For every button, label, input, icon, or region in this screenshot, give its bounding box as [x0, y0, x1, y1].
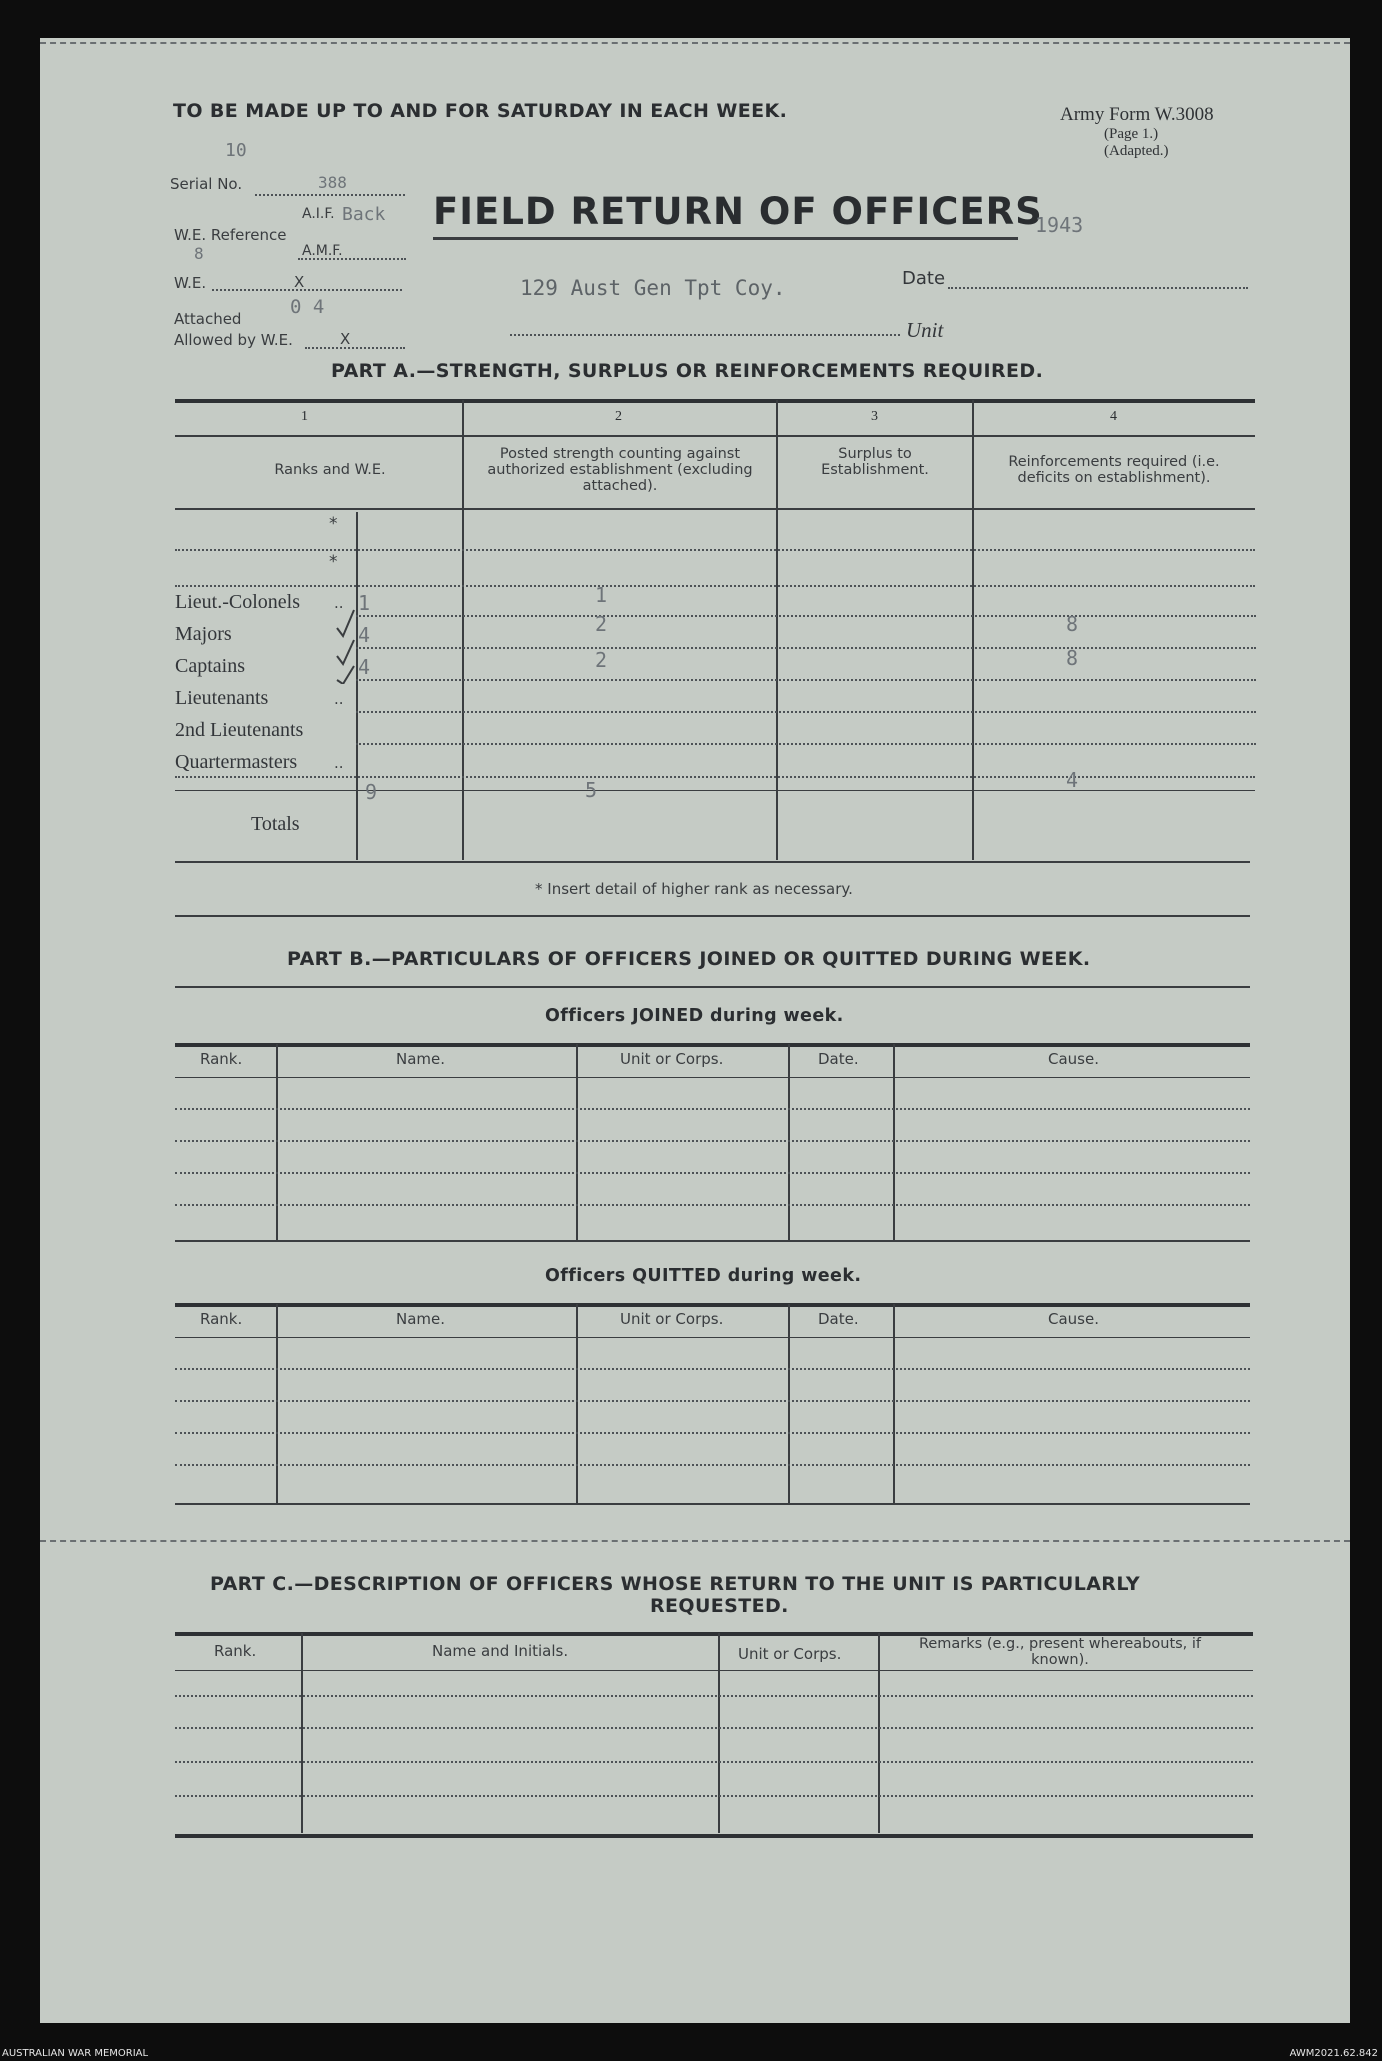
- col-header-rule: [175, 508, 1255, 510]
- attached-label: Attached: [174, 310, 242, 328]
- higher-rank-line-1: [175, 549, 1255, 551]
- row-line-lieutenants: [356, 711, 1256, 713]
- collection-caption: AUSTRALIAN WAR MEMORIAL: [2, 2048, 149, 2059]
- posted-captains: 2: [595, 648, 608, 672]
- unit-label: Unit: [906, 318, 944, 342]
- quitted-col-name: Name.: [396, 1310, 446, 1328]
- posted-lieut-colonels: 1: [595, 583, 608, 607]
- joined-table-bottom: [175, 1240, 1250, 1242]
- col-number-rule: [175, 435, 1255, 437]
- quitted-table-top: [175, 1303, 1250, 1307]
- instruction-text: TO BE MADE UP TO AND FOR SATURDAY IN EACH WEEK.: [173, 100, 788, 122]
- joined-header-rule: [175, 1077, 1250, 1078]
- rank-majors: Majors: [175, 623, 232, 645]
- row-line-2nd-lieutenants: [356, 743, 1256, 745]
- adapted-note: (Adapted.): [1104, 143, 1169, 159]
- higher-rank-line-2: [175, 585, 1255, 587]
- col-number-4: 4: [1110, 409, 1117, 424]
- date-line: [948, 287, 1248, 289]
- quitted-col-date: Date.: [818, 1310, 859, 1328]
- totals-label: Totals: [251, 813, 300, 835]
- we-label: W.E.: [174, 274, 207, 292]
- col-header-surplus: Surplus to Establishment.: [821, 446, 929, 478]
- rank-2nd-lieutenants: 2nd Lieutenants: [175, 719, 304, 741]
- serial-label: Serial No.: [170, 175, 243, 193]
- quitted-row-line: [175, 1368, 1250, 1370]
- joined-col-name: Name.: [396, 1050, 446, 1068]
- we-line: [212, 289, 402, 291]
- part-c-divider-3: [878, 1633, 880, 1833]
- col-header-reinforcements: Reinforcements required (i.e. deficits on establishment).: [1008, 454, 1220, 486]
- joined-divider-4: [893, 1044, 895, 1240]
- rank-dots: ..: [334, 690, 344, 708]
- allowed-x-mark: X: [340, 330, 351, 348]
- aif-label: A.I.F.: [302, 206, 335, 222]
- joined-row-line: [175, 1172, 1250, 1174]
- rank-dots: ..: [334, 754, 344, 772]
- accession-number: AWM2021.62.842: [1289, 2048, 1378, 2059]
- serial-typed: 388: [318, 173, 347, 192]
- joined-title: Officers JOINED during week.: [545, 1006, 844, 1026]
- row-line-quartermasters: [175, 776, 1255, 778]
- row-line-captains: [356, 679, 1256, 681]
- row-line-lieut-colonels: [356, 615, 1256, 617]
- part-c-divider-2: [718, 1633, 720, 1833]
- joined-col-date: Date.: [818, 1050, 859, 1068]
- part-c-row-line: [175, 1695, 1253, 1697]
- col-number-1: 1: [301, 409, 308, 424]
- quitted-divider-3: [788, 1304, 790, 1504]
- quitted-table-bottom: [175, 1503, 1250, 1505]
- joined-row-line: [175, 1140, 1250, 1142]
- we-lieut-colonels: 1: [358, 591, 371, 615]
- quitted-divider-4: [893, 1304, 895, 1504]
- serial-line: [255, 194, 405, 196]
- perforation-middle: [40, 1540, 1350, 1542]
- quitted-col-unit: Unit or Corps.: [620, 1310, 724, 1328]
- amf-label: A.M.F.: [302, 243, 343, 259]
- quitted-divider-1: [276, 1304, 278, 1504]
- col-number-3: 3: [871, 409, 878, 424]
- checkmark-icons: [334, 604, 358, 684]
- part-c-header-rule: [175, 1670, 1253, 1671]
- army-form-number: Army Form W.3008: [1060, 104, 1214, 125]
- total-we: 9: [365, 780, 378, 804]
- quitted-row-line: [175, 1432, 1250, 1434]
- we-ref-typed: 8: [194, 244, 204, 263]
- col-header-ranks: Ranks and W.E.: [274, 462, 386, 478]
- part-a-footnote: * Insert detail of higher rank as necessary.: [535, 880, 853, 898]
- unit-typed: 129 Aust Gen Tpt Coy.: [520, 276, 786, 300]
- joined-divider-3: [788, 1044, 790, 1240]
- allowed-line: [305, 347, 405, 349]
- form-title: FIELD RETURN OF OFFICERS: [433, 190, 1043, 233]
- perforation-top: [40, 42, 1350, 44]
- higher-rank-star-2: *: [329, 552, 338, 572]
- part-a-we-divider: [356, 512, 358, 860]
- rank-captains: Captains: [175, 655, 245, 677]
- higher-rank-star-1: *: [329, 514, 338, 534]
- quitted-header-rule: [175, 1337, 1250, 1338]
- quitted-col-rank: Rank.: [200, 1310, 243, 1328]
- part-b-heading: PART B.—PARTICULARS OF OFFICERS JOINED OR QUITTED DURING WEEK.: [287, 948, 1091, 970]
- quitted-row-line: [175, 1400, 1250, 1402]
- joined-row-line: [175, 1108, 1250, 1110]
- part-c-col-name: Name and Initials.: [432, 1642, 569, 1660]
- part-c-row-line: [175, 1795, 1253, 1797]
- part-c-divider-1: [301, 1633, 303, 1833]
- date-label: Date: [902, 268, 946, 289]
- allowed-by-we-label: Allowed by W.E.: [174, 331, 293, 349]
- reinf-majors: 8: [1066, 612, 1079, 636]
- part-a-col-divider-3: [972, 400, 974, 860]
- quitted-title: Officers QUITTED during week.: [545, 1266, 862, 1286]
- quitted-divider-2: [576, 1304, 578, 1504]
- row-line-majors: [356, 647, 1256, 649]
- col-number-2: 2: [615, 409, 622, 424]
- part-c-heading: PART C.—DESCRIPTION OF OFFICERS WHOSE RETURN TO THE UNIT IS PARTICULARLY: [210, 1573, 1141, 1595]
- title-underline: [433, 237, 1018, 240]
- joined-col-cause: Cause.: [1048, 1050, 1099, 1068]
- part-a-top-rule: [175, 399, 1255, 403]
- part-a-heading: PART A.—STRENGTH, SURPLUS OR REINFORCEMENTS REQUIRED.: [331, 360, 1044, 382]
- quitted-row-line: [175, 1464, 1250, 1466]
- unit-line: [510, 334, 900, 336]
- footnote-rule: [175, 915, 1250, 917]
- totals-top-rule: [175, 790, 1255, 791]
- total-posted: 5: [585, 778, 598, 802]
- attached-typed: 0 4: [290, 296, 325, 318]
- we-ref-typed-back: Back: [342, 204, 386, 225]
- we-x-mark: X: [294, 273, 305, 291]
- serial-typed-top: 10: [225, 140, 247, 161]
- joined-col-unit: Unit or Corps.: [620, 1050, 724, 1068]
- joined-divider-1: [276, 1044, 278, 1240]
- we-captains: 4: [358, 655, 371, 679]
- quitted-col-cause: Cause.: [1048, 1310, 1099, 1328]
- rank-lieut-colonels: Lieut.-Colonels: [175, 591, 300, 613]
- rank-dots: ..: [334, 594, 344, 612]
- we-majors: 4: [358, 623, 371, 647]
- col-header-posted: Posted strength counting against authorized establishment (excluding attached).: [487, 446, 753, 494]
- rank-lieutenants: Lieutenants: [175, 687, 269, 709]
- joined-col-rank: Rank.: [200, 1050, 243, 1068]
- joined-table-top: [175, 1043, 1250, 1047]
- part-c-col-remarks: Remarks (e.g., present whereabouts, if known).: [918, 1636, 1202, 1668]
- part-c-row-line: [175, 1727, 1253, 1729]
- joined-row-line: [175, 1204, 1250, 1206]
- part-a-col-divider-1: [462, 400, 464, 860]
- part-c-heading-continued: REQUESTED.: [650, 1595, 789, 1617]
- joined-divider-2: [576, 1044, 578, 1240]
- part-c-col-rank: Rank.: [214, 1642, 257, 1660]
- we-reference-line: [298, 258, 406, 260]
- part-c-col-unit: Unit or Corps.: [738, 1645, 842, 1663]
- page-indicator: (Page 1.): [1104, 126, 1159, 142]
- reinf-captains: 8: [1066, 646, 1079, 670]
- part-b-heading-rule: [175, 986, 1250, 988]
- part-a-col-divider-2: [776, 400, 778, 860]
- we-reference-label: W.E. Reference: [174, 226, 287, 244]
- part-c-table-bottom: [175, 1834, 1253, 1838]
- total-reinf: 4: [1066, 768, 1079, 792]
- posted-majors: 2: [595, 612, 608, 636]
- rank-quartermasters: Quartermasters: [175, 751, 298, 773]
- date-typed: 1943: [1035, 213, 1084, 237]
- part-c-row-line: [175, 1761, 1253, 1763]
- part-a-bottom-rule: [175, 861, 1250, 863]
